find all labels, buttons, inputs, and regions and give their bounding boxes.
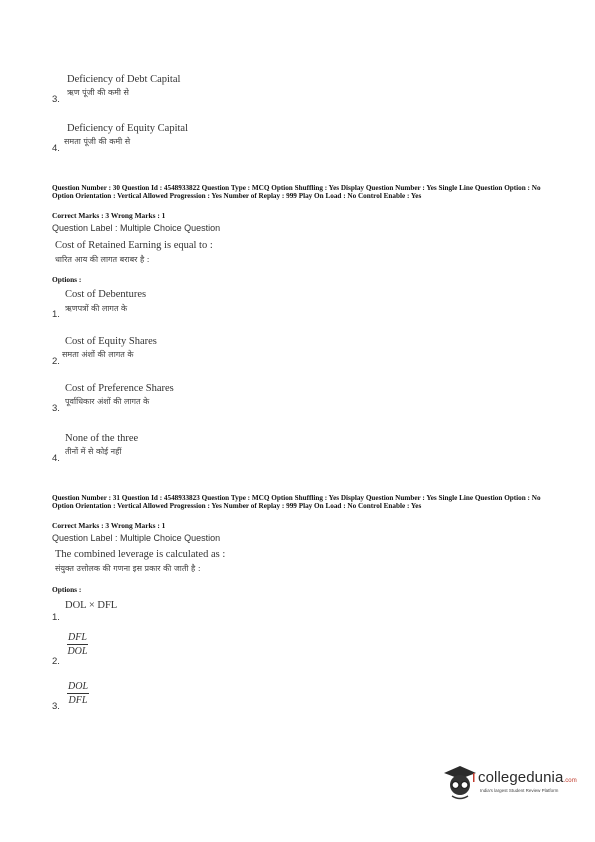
options-label: Options : [52, 275, 82, 284]
marks-info: Correct Marks : 3 Wrong Marks : 1 [52, 521, 166, 530]
option-text-en: Deficiency of Equity Capital [67, 123, 189, 134]
marks-info: Correct Marks : 3 Wrong Marks : 1 [52, 211, 166, 220]
option-text-en: Cost of Preference Shares [65, 383, 174, 394]
collegedunia-logo [440, 763, 580, 803]
logo-tagline: India's largest Student Review Platform [480, 788, 559, 793]
option-fraction [67, 681, 89, 706]
question-text-hi: संयुक्त उत्तोलक की गणना इस प्रकार की जाती है : [55, 564, 201, 573]
graduate-mascot-icon [440, 763, 480, 803]
option-number: 1. [52, 612, 60, 623]
fraction-denominator: DOL [67, 646, 88, 657]
option-number: 3. [52, 701, 60, 712]
option-text-hi: ऋण पूंजी की कमी से [67, 88, 129, 97]
option-text-en: None of the three [65, 433, 139, 444]
fraction-numerator: DOL [68, 681, 89, 692]
options-label: Options : [52, 585, 82, 594]
question-text-en: Cost of Retained Earning is equal to : [55, 240, 213, 251]
option-number: 3. [52, 94, 60, 105]
question-meta: Question Number : 31 Question Id : 4548933823 Question Type : MCQ Option Shuffling : Yes Display Question Number : Yes Single Line Question Option : No Option Orientation : Vertical Allowed Progression : Yes Number of Replay : 999 Play On Load : No Control Enable : Yes [52, 494, 541, 511]
option-number: 4. [52, 453, 60, 464]
fraction-denominator: DFL [68, 695, 88, 706]
logo-brand-suffix: .com [563, 778, 577, 784]
question-meta: Question Number : 30 Question Id : 4548933822 Question Type : MCQ Option Shuffling : Yes Display Question Number : Yes Single Line Question Option : No Option Orientation : Vertical Allowed Progression : Yes Number of Replay : 999 Play On Load : No Control Enable : Yes [52, 184, 541, 201]
option-text-en: Cost of Debentures [65, 289, 147, 300]
question-label: Question Label : Multiple Choice Question [52, 533, 221, 543]
option-text-hi: पूर्वाधिकार अंशों की लागत के [65, 397, 150, 406]
option-expression: DOL × DFL [65, 600, 118, 611]
question-label: Question Label : Multiple Choice Question [52, 223, 221, 233]
option-number: 3. [52, 403, 60, 414]
option-text-hi: समता पूंजी की कमी से [64, 137, 131, 146]
question-text-en: The combined leverage is calculated as : [55, 549, 226, 560]
option-text-en: Deficiency of Debt Capital [67, 74, 181, 85]
option-number: 4. [52, 143, 60, 154]
logo-brand-text [478, 769, 577, 786]
option-number: 1. [52, 309, 60, 320]
logo-brand-name: collegedunia [478, 769, 564, 786]
fraction-numerator: DFL [68, 632, 87, 643]
question-text-hi: धारित आय की लागत बराबर है : [55, 255, 150, 264]
option-text-hi: ऋणपत्रों की लागत के [65, 304, 128, 313]
option-number: 2. [52, 356, 60, 367]
option-fraction [67, 632, 88, 657]
option-number: 2. [52, 656, 60, 667]
option-text-hi: तीनों में से कोई नहीं [65, 447, 122, 456]
option-text-hi: समता अंशों की लागत के [62, 350, 134, 359]
option-text-en: Cost of Equity Shares [65, 336, 157, 347]
